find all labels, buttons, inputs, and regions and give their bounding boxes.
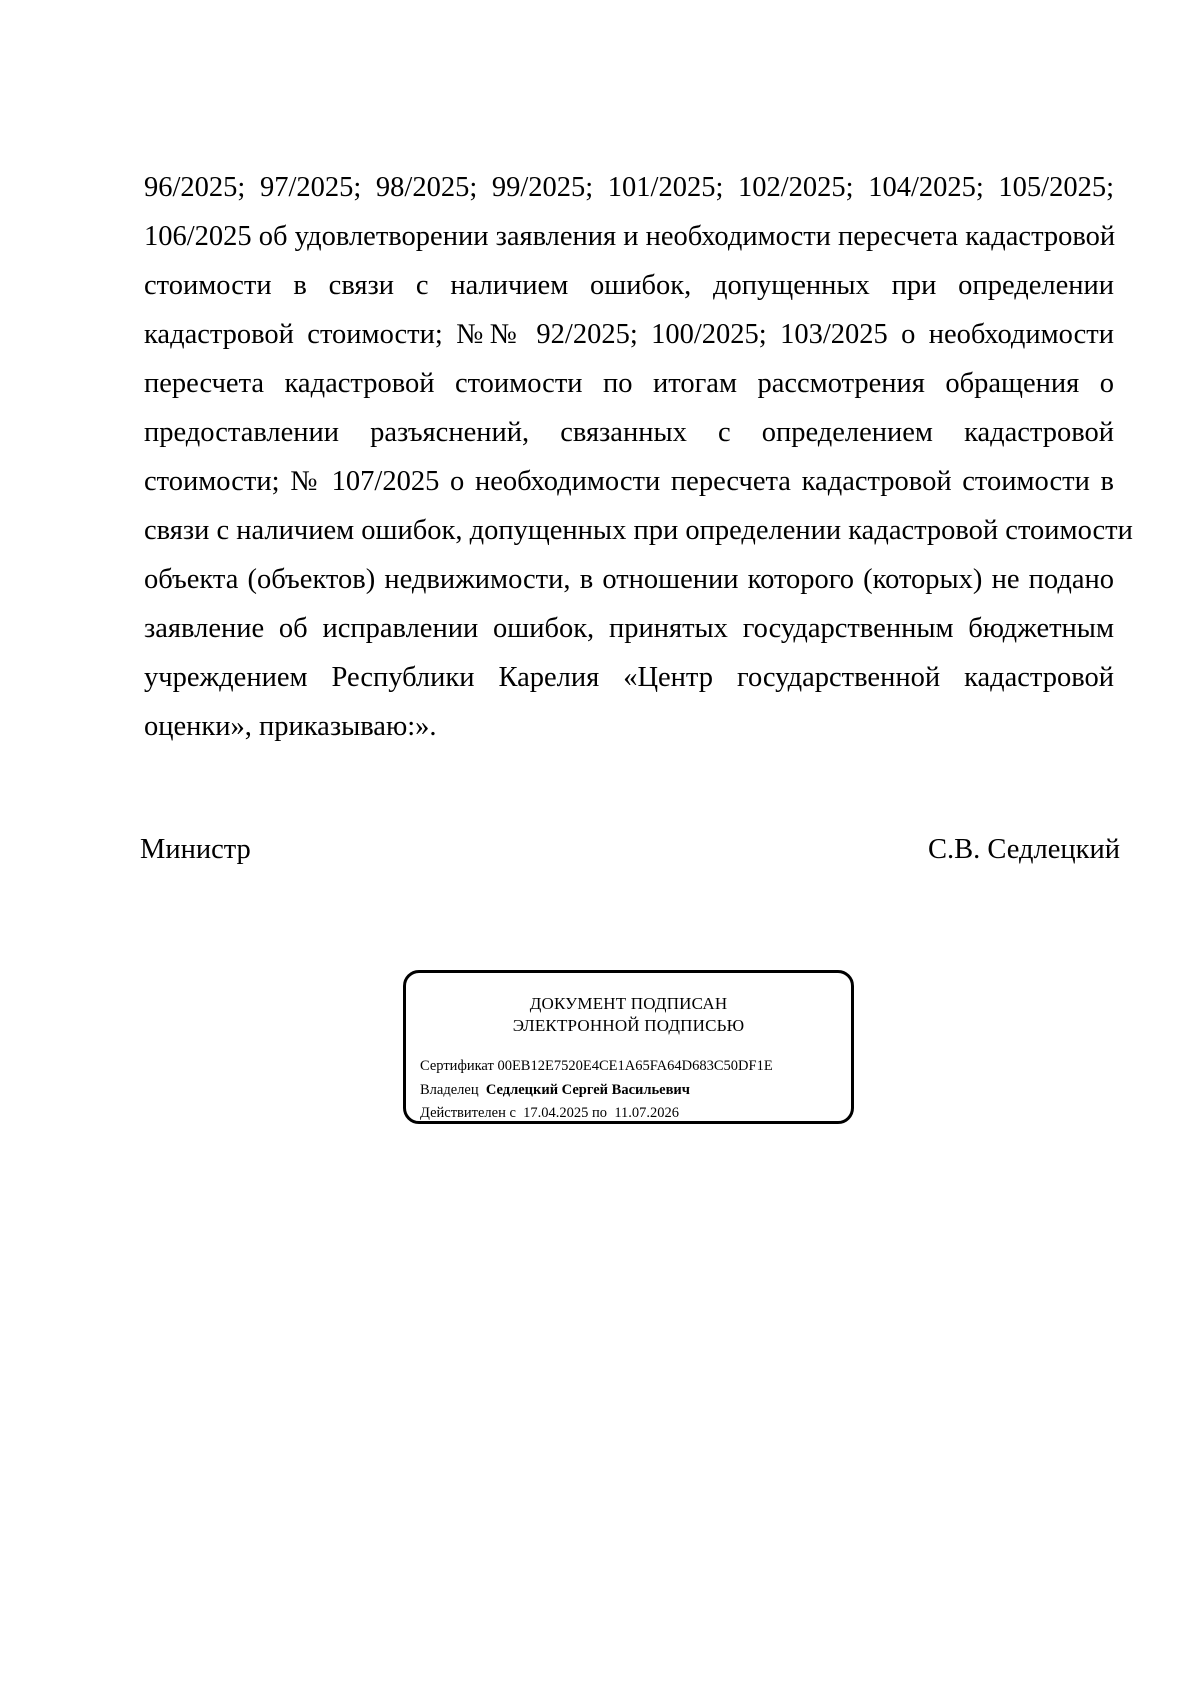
stamp-owner-row: [420, 1079, 850, 1103]
paragraph-line: 96/2025; 97/2025; 98/2025; 99/2025; 101/2025; 102/2025; 104/2025; 105/2025;: [144, 172, 1114, 203]
electronic-signature-stamp: [403, 970, 854, 1124]
paragraph-line: предоставлении разъяснений, связанных с определением кадастровой: [144, 417, 1114, 448]
stamp-details: [420, 1055, 850, 1126]
paragraph-line: оценки», приказываю:».: [144, 711, 437, 742]
body-paragraph: [144, 163, 1133, 751]
paragraph-line: связи с наличием ошибок, допущенных при определении кадастровой стоимости: [144, 515, 1133, 546]
paragraph-line: пересчета кадастровой стоимости по итогам рассмотрения обращения о: [144, 368, 1114, 399]
stamp-title: [406, 993, 851, 1037]
owner-value: Седлецкий Сергей Васильевич: [485, 1081, 690, 1098]
valid-to: 11.07.2026: [614, 1105, 680, 1121]
stamp-validity-row: [420, 1102, 850, 1126]
paragraph-line: стоимости в связи с наличием ошибок, допущенных при определении: [144, 270, 1114, 301]
paragraph-line: стоимости; № 107/2025 о необходимости пересчета кадастровой стоимости в: [144, 466, 1114, 497]
valid-label: Действителен с: [420, 1105, 516, 1121]
valid-from: 17.04.2025: [523, 1105, 589, 1121]
paragraph-line: объекта (объектов) недвижимости, в отношении которого (которых) не подано: [144, 564, 1114, 595]
valid-to-label: по: [592, 1105, 608, 1121]
signatory-name: С.В. Седлецкий: [928, 834, 1120, 865]
owner-label: Владелец: [420, 1081, 479, 1098]
certificate-label: Сертификат: [420, 1058, 494, 1074]
paragraph-line: кадастровой стоимости; №№ 92/2025; 100/2025; 103/2025 о необходимости: [144, 319, 1114, 350]
paragraph-line: учреждением Республики Карелия «Центр государственной кадастровой: [144, 662, 1114, 693]
certificate-value: 00EB12E7520E4CE1A65FA64D683C50DF1E: [497, 1058, 773, 1074]
paragraph-line: заявление об исправлении ошибок, принятых государственным бюджетным: [144, 613, 1114, 644]
stamp-certificate-row: [420, 1055, 850, 1079]
signatory-position: Министр: [140, 834, 251, 865]
stamp-title-line: ЭЛЕКТРОННОЙ ПОДПИСЬЮ: [512, 1016, 745, 1035]
stamp-title-line: ДОКУМЕНТ ПОДПИСАН: [529, 994, 728, 1013]
paragraph-line: 106/2025 об удовлетворении заявления и необходимости пересчета кадастровой: [144, 221, 1116, 252]
signature-block: [140, 830, 1120, 870]
